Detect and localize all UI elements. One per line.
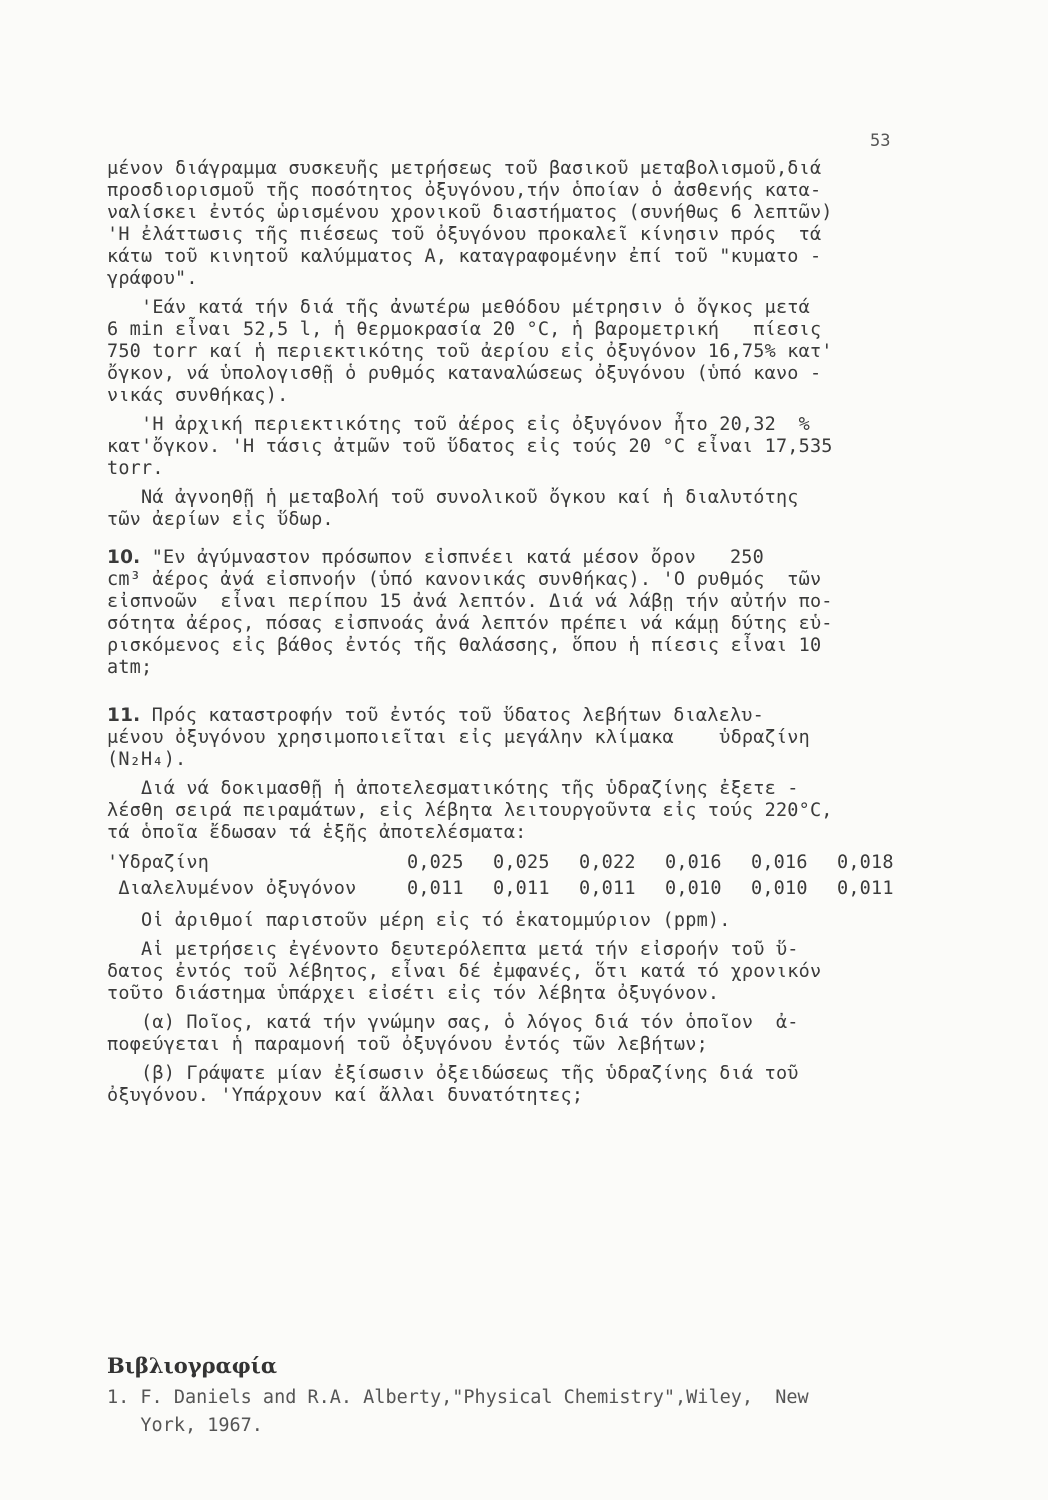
text-line: (N₂H₄). [107,749,187,770]
text-line: γράφου". [107,268,198,289]
table-cell: 0,022 [579,852,636,873]
text-line: κατ'ὄγκον. 'Η τάσις ἀτμῶν τοῦ ὕδατος εἰς τούς 20 °C εἶναι 17,535 [107,436,833,457]
text-line: 6 min εἶναι 52,5 l, ἡ θερμοκρασία 20 °C, ἡ βαρομετρική πίεσις [107,319,822,340]
text-line: (β) Γράψατε μίαν ἐξίσωσιν ὀξειδώσεως τῆς ὑδραζίνης διά τοῦ [107,1063,799,1084]
text-line: 11. Πρός καταστροφήν τοῦ ἐντός τοῦ ὕδατος λεβήτων διαλελυ- [107,705,764,726]
text-line: τοῦτο διάστημα ὑπάρχει εἰσέτι εἰς τόν λέβητα ὀξυγόνον. [107,983,720,1004]
table-row-label: Διαλελυμένον ὀξυγόνον [107,878,357,899]
text-line: τῶν ἀερίων εἰς ὕδωρ. [107,509,334,530]
text-line: Αἱ μετρήσεις ἐγένοντο δευτερόλεπτα μετά τήν εἰσροήν τοῦ ὕ- [107,939,799,960]
bibliography-heading: Βιβλιογραφία [107,1353,278,1378]
text-line: 10. "Εν ἀγύμναστον πρόσωπον εἰσπνέει κατά μέσον ὄρον 250 [107,547,764,568]
text-line: Διά νά δοκιμασθῇ ἡ ἀποτελεσματικότης τῆς ὑδραζίνης ἐξετε - [107,778,799,799]
text-line: σότητα ἀέρος, πόσας εἰσπνοάς ἀνά λεπτόν πρέπει νά κάμῃ δύτης εὑ- [107,613,833,634]
text-line: προσδιορισμοῦ τῆς ποσότητος ὀξυγόνου,τήν ὁποίαν ὁ ἀσθενής κατα- [107,180,822,201]
text-line: 'Εάν κατά τήν διά τῆς ἀνωτέρω μεθόδου μέτρησιν ὁ ὄγκος μετά [107,297,810,318]
problem-10 [107,547,937,679]
bibliography-entry: 1. F. Daniels and R.A. Alberty,"Physical Chemistry",Wiley, New [107,1387,809,1408]
text-line: δατος ἐντός τοῦ λέβητος, εἶναι δέ ἐμφανές, ὅτι κατά τό χρονικόν [107,961,822,982]
body-text [107,158,937,1107]
text-line: cm³ ἀέρος ἀνά εἰσπνοήν (ὑπό κανονικάς συνθήκας). 'Ο ρυθμός τῶν [107,569,822,590]
table-cell: 0,010 [751,878,808,899]
table-cell: 0,016 [751,852,808,873]
text-line: torr. [107,458,164,479]
bibliography-entry: York, 1967. [107,1415,263,1436]
text-line: τά ὁποῖα ἔδωσαν τά ἑξῆς ἀποτελέσματα: [107,822,527,843]
results-table [107,852,923,904]
intro-paragraph [107,158,937,290]
paragraph-measurement [107,297,937,407]
table-cell: 0,025 [493,852,550,873]
table-cell: 0,011 [407,878,464,899]
text-line: κάτω τοῦ κινητοῦ καλύμματος Α, καταγραφομένην ἐπί τοῦ "κυματο - [107,246,822,267]
table-cell: 0,011 [837,878,894,899]
bibliography-list [107,1384,937,1440]
text-line: εἰσπνοῶν εἶναι περίπου 15 ἀνά λεπτόν. Διά νά λάβῃ τήν αὐτήν πο- [107,591,833,612]
text-line: (α) Ποῖος, κατά τήν γνώμην σας, ὁ λόγος διά τόν ὁποῖον ἀ- [107,1012,799,1033]
paragraph-initial-content [107,414,937,480]
text-line: ναλίσκει ἐντός ὡρισμένου χρονικοῦ διαστήματος (συνήθως 6 λεπτῶν) [107,202,833,223]
text-line: ρισκόμενος εἰς βάθος ἐντός τῆς θαλάσσης, ὅπου ἡ πίεσις εἶναι 10 [107,635,822,656]
paragraph-ignore [107,487,937,531]
text-line: 750 torr καί ἡ περιεκτικότης τοῦ ἀερίου εἰς ὀξυγόνον 16,75% κατ' [107,341,833,362]
text-line: νικάς συνθήκας). [107,385,289,406]
text-line: Οἱ ἀριθμοί παριστοῦν μέρη εἰς τό ἑκατομμύριον (ppm). [107,910,731,931]
table-row [107,878,923,904]
table-cell: 0,016 [665,852,722,873]
table-row-label: 'Υδραζίνη [107,852,210,873]
text-line: ὀξυγόνου. 'Υπάρχουν καί ἄλλαι δυνατότητες; [107,1085,584,1106]
table-row [107,852,923,878]
problem-number: 11. [107,705,141,726]
text-line: Νά ἀγνοηθῇ ἡ μεταβολή τοῦ συνολικοῦ ὄγκου καί ἡ διαλυτότης [107,487,799,508]
text-line: μένον διάγραμμα συσκευῆς μετρήσεως τοῦ βασικοῦ μεταβολισμοῦ,διά [107,158,822,179]
text-line: atm; [107,657,153,678]
text-line: 'Η ἀρχική περιεκτικότης τοῦ ἀέρος εἰς ὀξυγόνον ἦτο 20,32 % [107,414,810,435]
text-line: ποφεύγεται ἡ παραμονή τοῦ ὀξυγόνου ἐντός τῶν λεβήτων; [107,1034,708,1055]
text-line: ὄγκον, νά ὑπολογισθῇ ὁ ρυθμός καταναλώσεως ὀξυγόνου (ὑπό κανο - [107,363,822,384]
table-cell: 0,025 [407,852,464,873]
page-number: 53 [870,131,891,151]
problem-11 [107,705,937,1107]
text-line: λέσθη σειρά πειραμάτων, εἰς λέβητα λειτουργοῦντα εἰς τούς 220°C, [107,800,833,821]
problem-number: 10. [107,547,141,568]
table-cell: 0,011 [493,878,550,899]
table-cell: 0,010 [665,878,722,899]
text-line: μένου ὀξυγόνου χρησιμοποιεῖται εἰς μεγάλην κλίμακα ὑδραζίνη [107,727,810,748]
table-cell: 0,018 [837,852,894,873]
text-line: 'Η ἐλάττωσις τῆς πιέσεως τοῦ ὀξυγόνου προκαλεῖ κίνησιν πρός τά [107,224,822,245]
table-cell: 0,011 [579,878,636,899]
